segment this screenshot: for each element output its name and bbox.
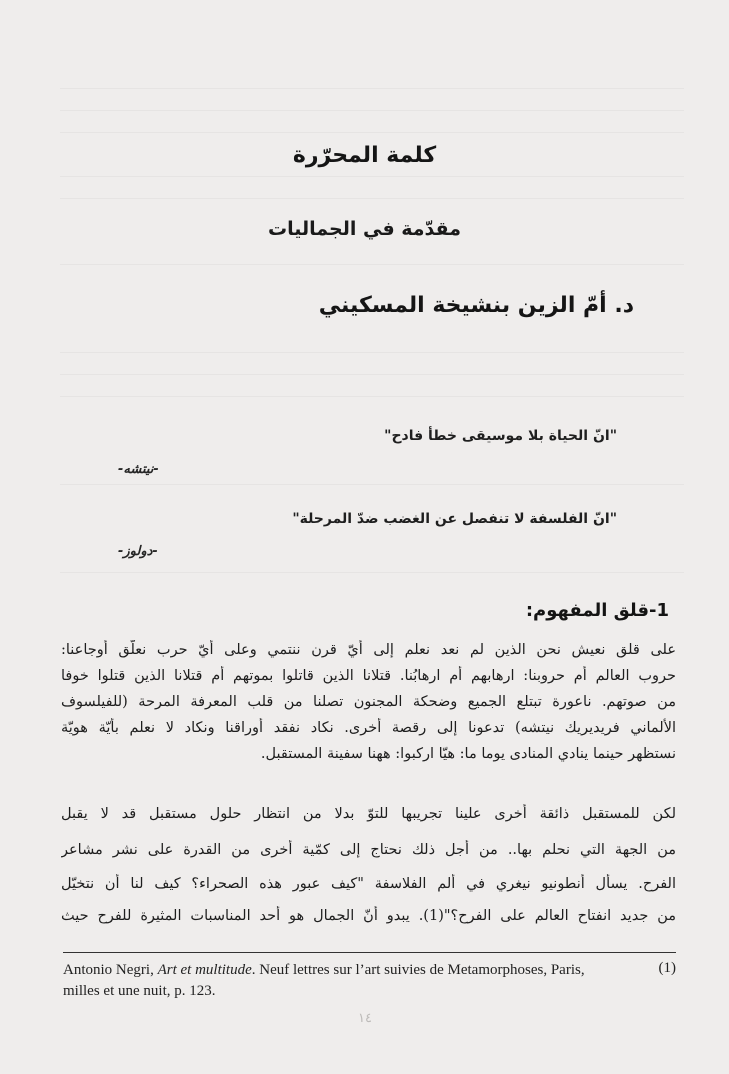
footnote-separator	[63, 952, 676, 953]
footnote-work-title: Art et multitude	[157, 962, 252, 978]
page-subtitle: مقدّمة في الجماليات	[268, 218, 461, 240]
body-text-line: حروب العالم أم حروبنا: ارهابهم أم ارهابُنا. قتلانا الذين قاتلوا بموتهم أم قتلانا الذين قتلوا خوفا	[61, 668, 676, 684]
body-text-line: من صوتهم. ناعورة تبتلع الجميع وضحكة المجنون تصلنا من قلب المعرفة المرحة (للفيلسوف	[61, 694, 676, 710]
footnote-number: (1)	[658, 960, 676, 976]
footnote-author: Antonio Negri,	[63, 962, 158, 978]
epigraph-quote: "انّ الحياة بلا موسيقى خطأ فادح"	[384, 428, 617, 444]
epigraph-attribution: -نيتشه-	[118, 462, 159, 477]
epigraph-attribution: -دولوز-	[118, 544, 158, 559]
section-heading: 1-قلق المفهوم:	[525, 600, 669, 621]
body-text-line: نستظهر حينما ينادي المنادى يوما ما: هيّا اركبوا: ههنا سفينة المستقبل.	[260, 746, 676, 762]
body-text-line: الألماني فريديريك نيتشه) تدعونا إلى رقصة أخرى. نكاد نفقد أوراقنا ونكاد لا نعلم بأيّة هويّة	[61, 720, 676, 736]
body-text-line: من جديد انفتاح العالم على الفرح؟"(1). يبدو أنّ الجمال هو أحد المناسبات المثيرة للفرح حيث	[61, 908, 676, 924]
footnote-text	[63, 960, 623, 1002]
body-text-line: لكن للمستقبل ذائقة أخرى علينا تجريبها للتوّ بدلا من انتظار حلول مستقبل قد لا يقبل	[61, 806, 676, 822]
page-title: كلمة المحرّرة	[292, 143, 437, 168]
epigraph-quote: "انّ الفلسفة لا تنفصل عن الغضب ضدّ المرحلة"	[292, 511, 617, 527]
page-number: ١٤	[358, 1010, 372, 1025]
body-text-line: من الجهة التي نحلم بها.. من أجل ذلك نحتاج إلى كمّية أخرى من القدرة على نشر مشاعر	[61, 842, 676, 858]
footnote-details: . Neuf lettres sur l’art suivies de Metamorphoses, Paris, milles et une nuit, p. 123.	[63, 962, 585, 999]
body-text-line: على قلق نعيش نحن الذين لم نعد نعلم إلى أيّ قرن ننتمي وعلى أيّ حرب نعلّق أوجاعنا:	[61, 642, 676, 658]
body-text-line: الفرح. يسأل أنطونيو نيغري في ألم الفلاسفة "كيف عبور هذه الصحراء؟ كيف لنا أن نتخيّل	[61, 876, 676, 892]
author-name: د. أمّ الزين بنشيخة المسكيني	[318, 293, 634, 318]
